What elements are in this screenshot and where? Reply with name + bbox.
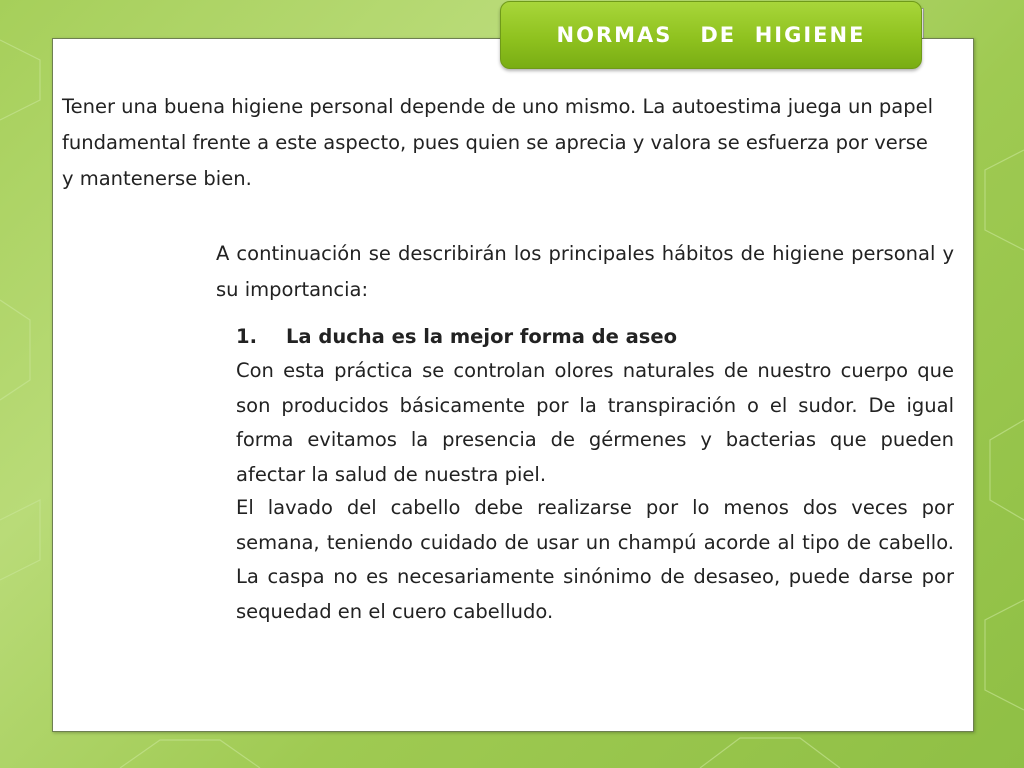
intro-paragraph: Tener una buena higiene personal depende de uno mismo. La autoestima juega un papel fundamental frente a este aspecto, pues quien se aprecia y valora se esfuerza por verse y mantenerse bien. bbox=[62, 95, 934, 190]
title-tab bbox=[500, 1, 922, 69]
slide-title: NORMAS DE HIGIENE bbox=[556, 23, 866, 47]
lead-paragraph: A continuación se describirán los principales hábitos de higiene personal y su importancia: bbox=[216, 242, 954, 301]
body-paragraph-shower: Con esta práctica se controlan olores naturales de nuestro cuerpo que son producidos básicamente por la transpiración o el sudor. De igual forma evitamos la presencia de gérmenes y bacterias que pueden afectar la salud de nuestra piel. bbox=[236, 359, 954, 486]
body-paragraph-hair: El lavado del cabello debe realizarse por lo menos dos veces por semana, teniendo cuidado de usar un champú acorde al tipo de cabello. La caspa no es necesariamente sinónimo de desaseo, puede darse por sequedad en el cuero cabelludo. bbox=[236, 496, 954, 623]
list-item-title: La ducha es la mejor forma de aseo bbox=[286, 325, 678, 348]
list-item-heading bbox=[236, 320, 954, 354]
list-item-number: 1. bbox=[236, 325, 257, 348]
